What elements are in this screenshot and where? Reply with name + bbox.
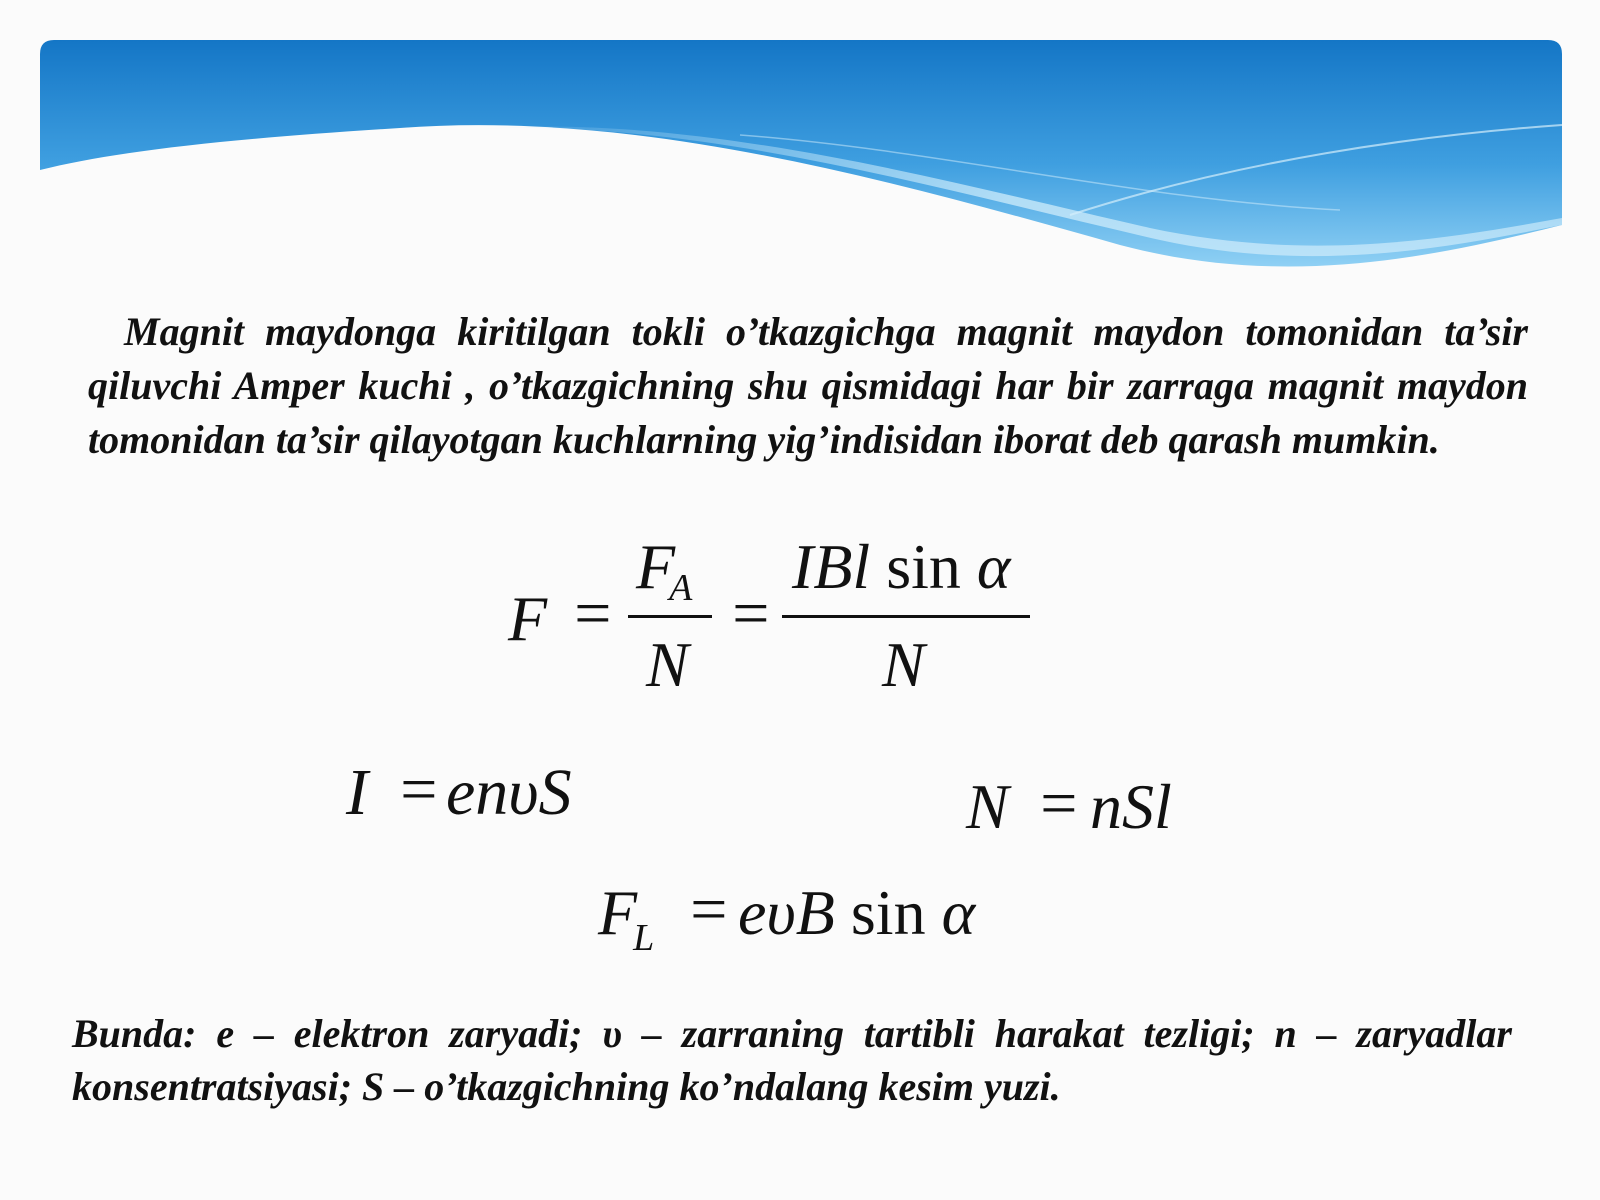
formula-current-lhs: I	[346, 756, 368, 829]
wave-banner	[40, 40, 1562, 280]
frac1-numerator-main: F	[636, 531, 676, 602]
frac2-numerator	[792, 530, 1010, 604]
frac2-numerator-vars: IBl	[792, 531, 871, 602]
frac2-numerator-sin: sin	[886, 531, 961, 602]
frac1-numerator-sub: A	[669, 567, 693, 609]
formula-lorentz-lhs-sub: L	[633, 917, 655, 959]
frac2-numerator-alpha: α	[976, 531, 1011, 602]
formula-lorentz-rhs	[738, 876, 975, 950]
formula-lorentz-alpha: α	[941, 877, 976, 948]
intro-paragraph: Magnit maydonga kiritilgan tokli o’tkazgichga magnit maydon tomonidan ta’sir qiluvchi Amper kuchi , o’tkazgichning shu qismidagi har bir zarraga magnit maydon tomonidan ta’sir qilayotgan kuchlarning yig’indisidan iborat deb qarash mumkin.	[88, 309, 1528, 462]
formula-lorentz-lhs	[598, 876, 655, 959]
formula-lorentz-eq: =	[686, 873, 731, 946]
formula-count-rhs: nSl	[1090, 771, 1172, 842]
formula-main-eq1: =	[570, 577, 615, 650]
footnote-definitions: Bunda: e – elektron zaryadi; υ – zarraning tartibli harakat tezligi; n – zaryadlar konsentratsiyasi; S – o’tkazgichning ko’ndalang kesim yuzi.	[72, 1011, 1512, 1109]
formula-lorentz-vars: eυB	[738, 877, 835, 948]
formula-lorentz-lhs-main: F	[598, 877, 638, 948]
frac1-bar	[628, 615, 712, 618]
frac1-numerator	[636, 530, 693, 609]
formula-count-lhs: N	[966, 771, 1009, 842]
formula-current-eq: =	[396, 753, 441, 826]
formula-current-rhs: enυS	[446, 756, 572, 829]
formula-main-eq2: =	[728, 577, 773, 650]
formula-lorentz-sin: sin	[850, 877, 926, 948]
frac2-denominator: N	[882, 629, 925, 700]
frac1-denominator: N	[646, 629, 689, 700]
frac2-bar	[782, 615, 1030, 618]
formula-main-lhs: F	[508, 583, 548, 654]
formula-count-eq: =	[1036, 767, 1081, 840]
